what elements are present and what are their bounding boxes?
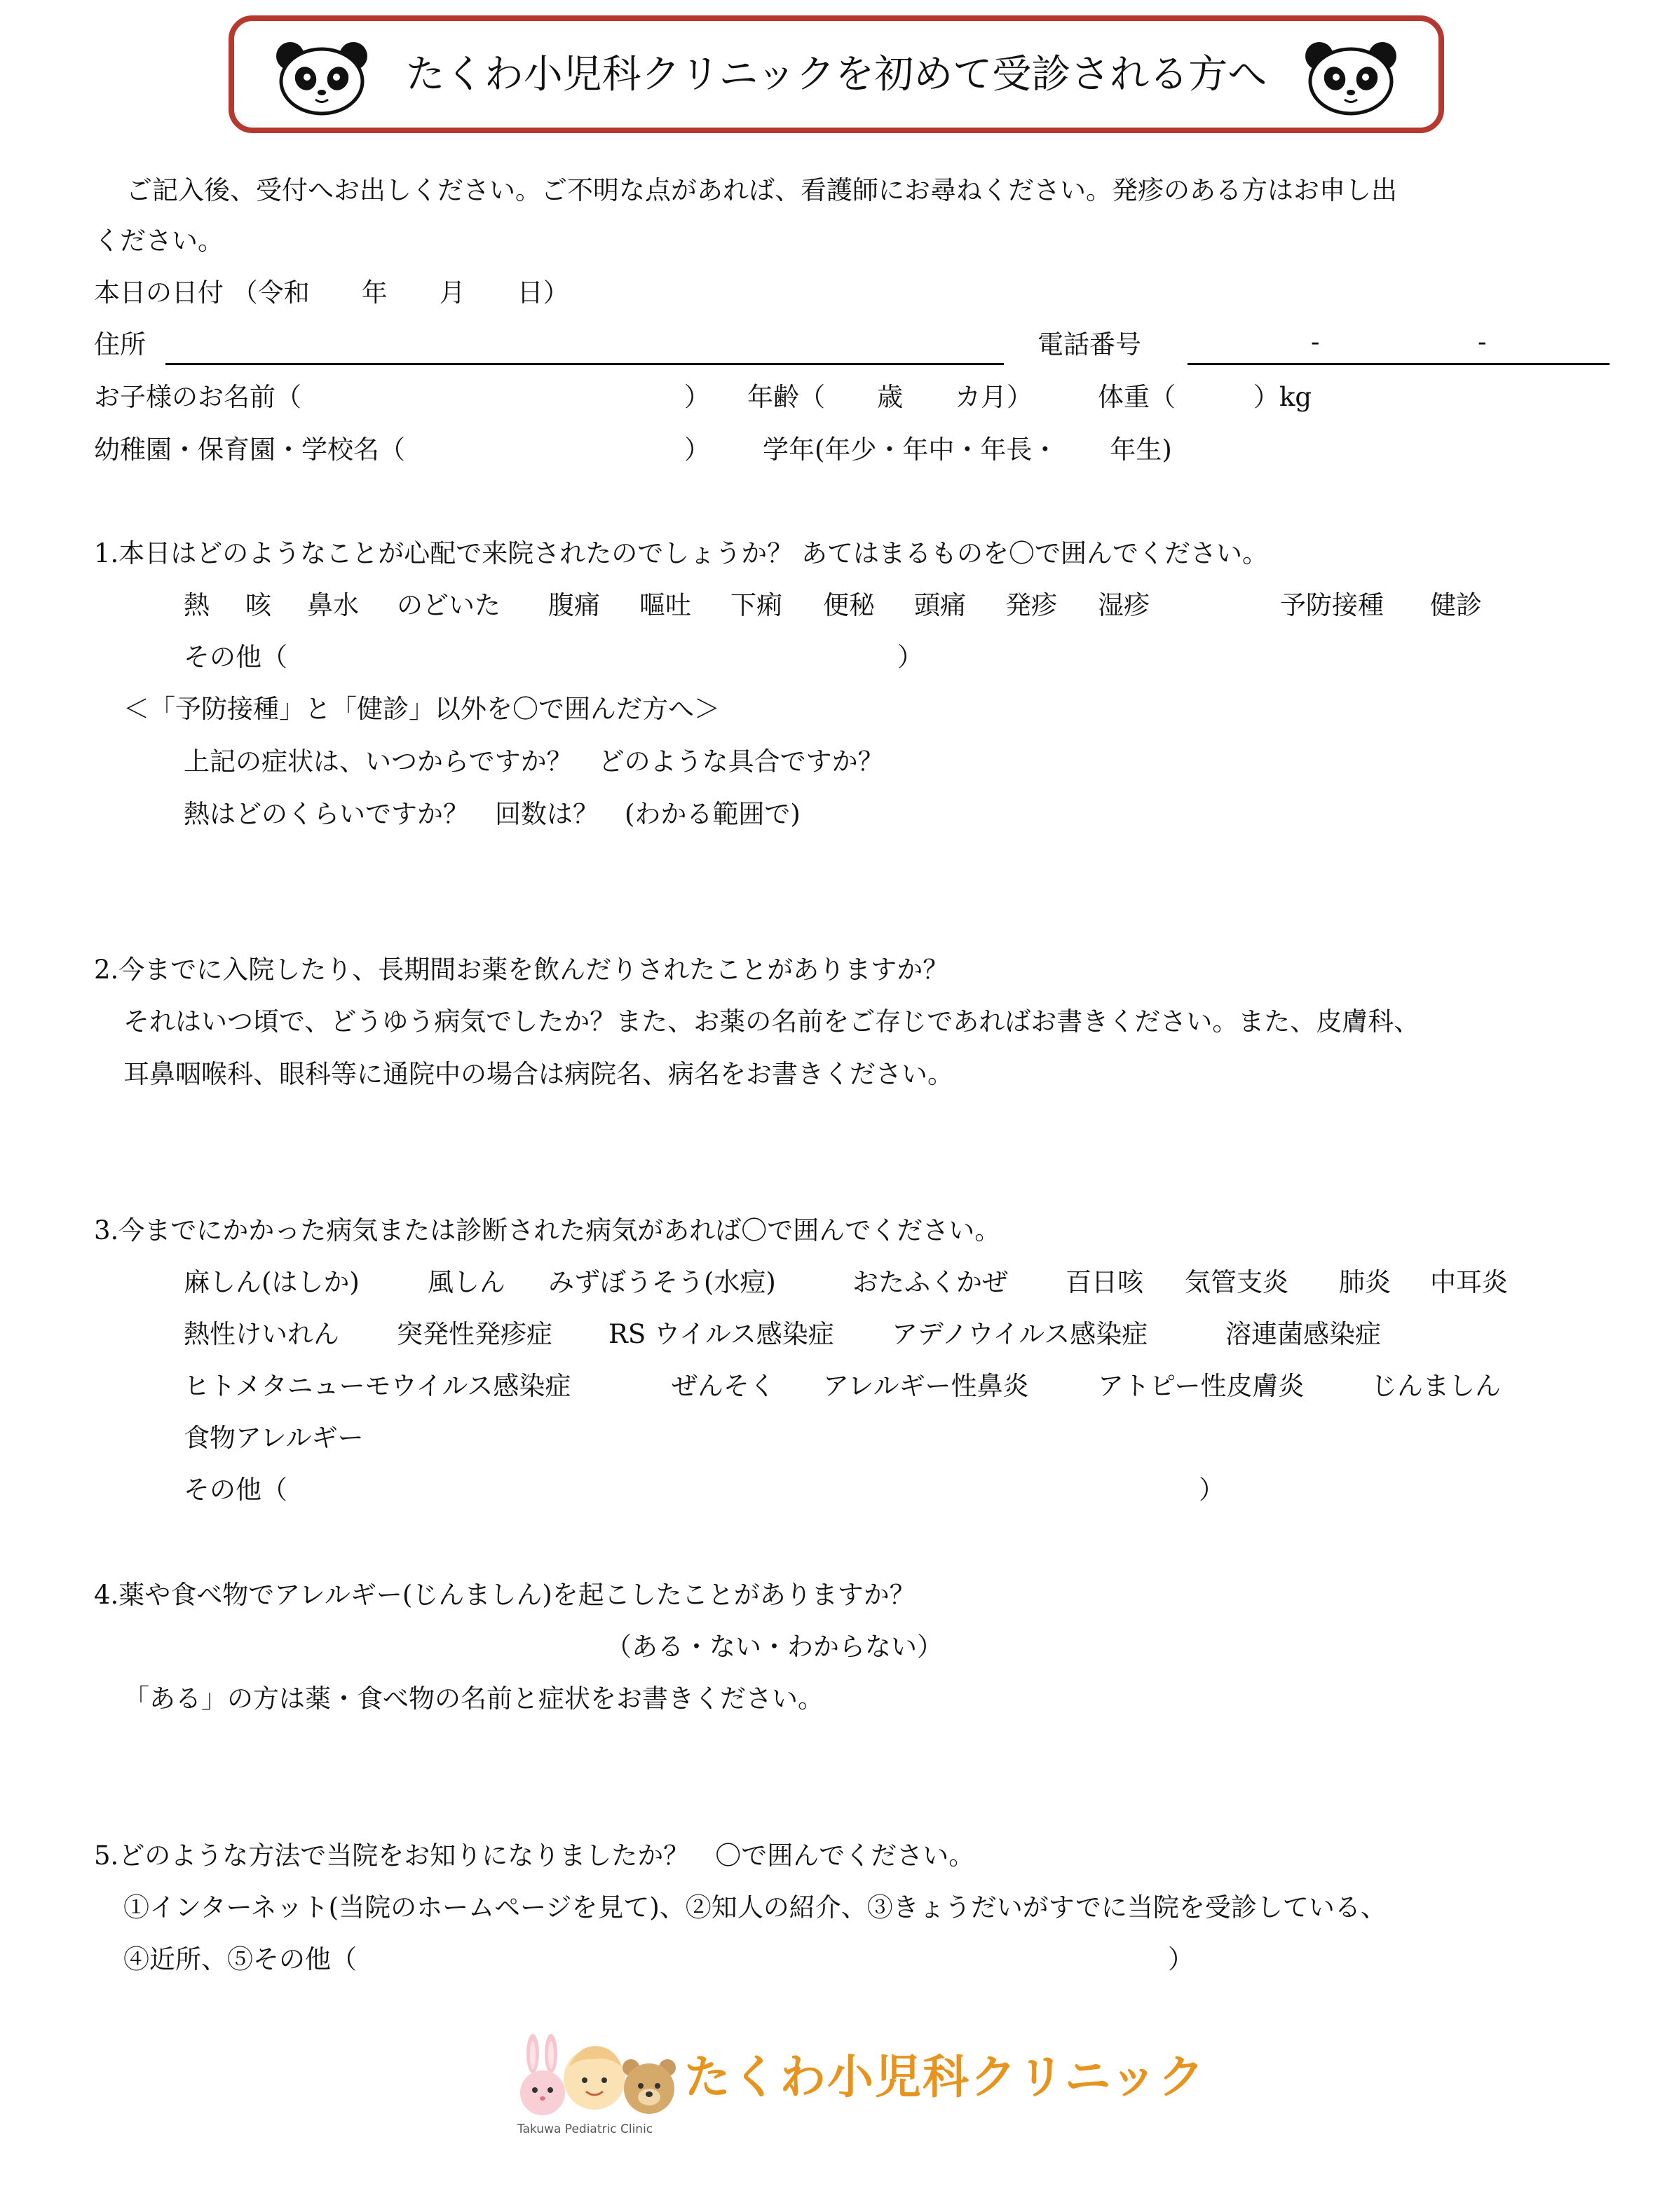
q3-option[interactable]: 肺炎 (1339, 1267, 1391, 1297)
child-name-close: ） (684, 382, 710, 412)
q1-other[interactable]: その他（ (184, 642, 287, 672)
q1-option[interactable]: 下痢 (730, 590, 782, 620)
q4-choices[interactable]: （ある・ない・わからない） (606, 1632, 943, 1662)
q3-option[interactable]: ぜんそく (672, 1371, 775, 1401)
q5-question: 5.どのような方法で当院をお知りになりましたか？ 〇で囲んでください。 (94, 1841, 975, 1871)
bear-icon (620, 2054, 679, 2117)
q1-option[interactable]: 咳 (245, 590, 271, 620)
phone-input-line[interactable] (1188, 363, 1610, 365)
q2-question: 2.今までに入院したり、長期間お薬を飲んだりされたことがありますか？ (94, 955, 949, 985)
q3-option[interactable]: アトピー性皮膚炎 (1098, 1371, 1305, 1401)
q2-line-2: それはいつ頃で、どうゆう病気でしたか？また、お薬の名前をご存じであればお書きください。また、皮膚科、 (123, 1006, 1420, 1037)
child-face-icon (559, 2038, 630, 2115)
school-field[interactable]: 幼稚園・保育園・学校名（ (94, 435, 405, 465)
q1-option[interactable]: 予防接種 (1280, 590, 1384, 620)
address-label: 住所 (94, 329, 146, 360)
q1-question: 1.本日はどのようなことが心配で来院されたのでしょうか？ あてはまるものを〇で囲んでください。 (94, 538, 1269, 568)
q3-option[interactable]: ヒトメタニューモウイルス感染症 (184, 1371, 571, 1401)
q5-line-2[interactable]: ①インターネット(当院のホームページを見て)、②知人の紹介、③きょうだいがすでに当院を受診している、 (123, 1892, 1387, 1923)
q3-question: 3.今までにかかった病気または診断された病気があれば〇で囲んでください。 (94, 1215, 1001, 1245)
q3-option[interactable]: 突発性発疹症 (397, 1319, 552, 1349)
q3-option[interactable]: 麻しん(はしか) (184, 1267, 360, 1297)
q3-option[interactable]: 気管支炎 (1185, 1267, 1288, 1297)
intro-line-2: ください。 (94, 226, 224, 256)
phone-dash: - (1478, 327, 1487, 357)
q5-other-close: ） (1168, 1944, 1194, 1974)
q5-line-3[interactable]: ④近所、⑤その他（ (123, 1944, 357, 1974)
q3-other[interactable]: その他（ (184, 1475, 287, 1505)
age-field[interactable]: 年齢（ 歳 カ月） (747, 382, 1033, 412)
phone-label: 電話番号 (1037, 329, 1141, 360)
q2-line-3: 耳鼻咽喉科、眼科等に通院中の場合は病院名、病名をお書きください。 (123, 1059, 953, 1089)
q3-option[interactable]: 風しん (428, 1267, 505, 1297)
intro-line-1: ご記入後、受付へお出しください。ご不明な点があれば、看護師にお尋ねください。発疹のある方はお申し出 (126, 175, 1397, 205)
panda-face-icon (269, 39, 374, 116)
q3-option[interactable]: 溶連菌感染症 (1225, 1319, 1381, 1349)
q1-option[interactable]: 腹痛 (548, 590, 600, 620)
q1-sub-2: 熱はどのくらいですか？ 回数は？ (わかる範囲で) (184, 799, 801, 829)
q3-option[interactable]: みずぼうそう(水痘) (548, 1267, 776, 1297)
logo-subtitle: Takuwa Pediatric Clinic (517, 2122, 653, 2136)
q3-option[interactable]: RS ウイルス感染症 (608, 1319, 834, 1349)
panda-face-icon (1298, 39, 1403, 116)
address-input-line[interactable] (165, 363, 1004, 365)
q3-option[interactable]: 熱性けいれん (184, 1319, 339, 1349)
q4-note: 「ある」の方は薬・食べ物の名前と症状をお書きください。 (123, 1684, 824, 1714)
date-field[interactable]: 本日の日付 （令和 年 月 日） (94, 278, 569, 308)
q3-option[interactable]: 食物アレルギー (184, 1423, 364, 1453)
q1-option[interactable]: 発疹 (1005, 590, 1057, 620)
school-close: ） (684, 435, 710, 465)
q4-question: 4.薬や食べ物でアレルギー(じんましん)を起こしたことがありますか？ (94, 1580, 916, 1610)
q3-option[interactable]: おたふくかぜ (852, 1267, 1008, 1297)
grade-field[interactable]: 学年(年少・年中・年長・ 年生) (763, 435, 1172, 465)
q1-option[interactable]: 熱 (184, 590, 210, 620)
q3-option[interactable]: アデノウイルス感染症 (892, 1319, 1148, 1349)
q1-option[interactable]: のどいた (397, 590, 501, 620)
q3-option[interactable]: 中耳炎 (1430, 1267, 1508, 1297)
q3-option[interactable]: じんましん (1371, 1371, 1501, 1401)
q1-other-close: ） (897, 642, 923, 672)
header-box (229, 15, 1444, 133)
q1-option[interactable]: 湿疹 (1098, 590, 1150, 620)
child-name-field[interactable]: お子様のお名前（ (94, 382, 301, 412)
q1-option[interactable]: 健診 (1430, 590, 1482, 620)
q3-option[interactable]: アレルギー性鼻炎 (823, 1371, 1029, 1401)
q3-option[interactable]: 百日咳 (1066, 1267, 1143, 1297)
clinic-logo (516, 2019, 1206, 2159)
q1-option[interactable]: 鼻水 (307, 590, 359, 620)
q1-option[interactable]: 便秘 (823, 590, 875, 620)
q1-note: ＜「予防接種」と「健診」以外を〇で囲んだ方へ＞ (123, 694, 720, 724)
q1-option[interactable]: 嘔吐 (639, 590, 691, 620)
weight-field[interactable]: 体重（ ）kg (1098, 382, 1312, 412)
q1-sub-1: 上記の症状は、いつからですか？ どのような具合ですか？ (184, 746, 884, 777)
page-title: たくわ小児科クリニックを初めて受診される方へ (405, 52, 1267, 97)
logo-text: たくわ小児科クリニック (684, 2050, 1206, 2104)
q3-other-close: ） (1199, 1475, 1225, 1505)
phone-dash: - (1311, 327, 1320, 357)
q1-option[interactable]: 頭痛 (914, 590, 966, 620)
